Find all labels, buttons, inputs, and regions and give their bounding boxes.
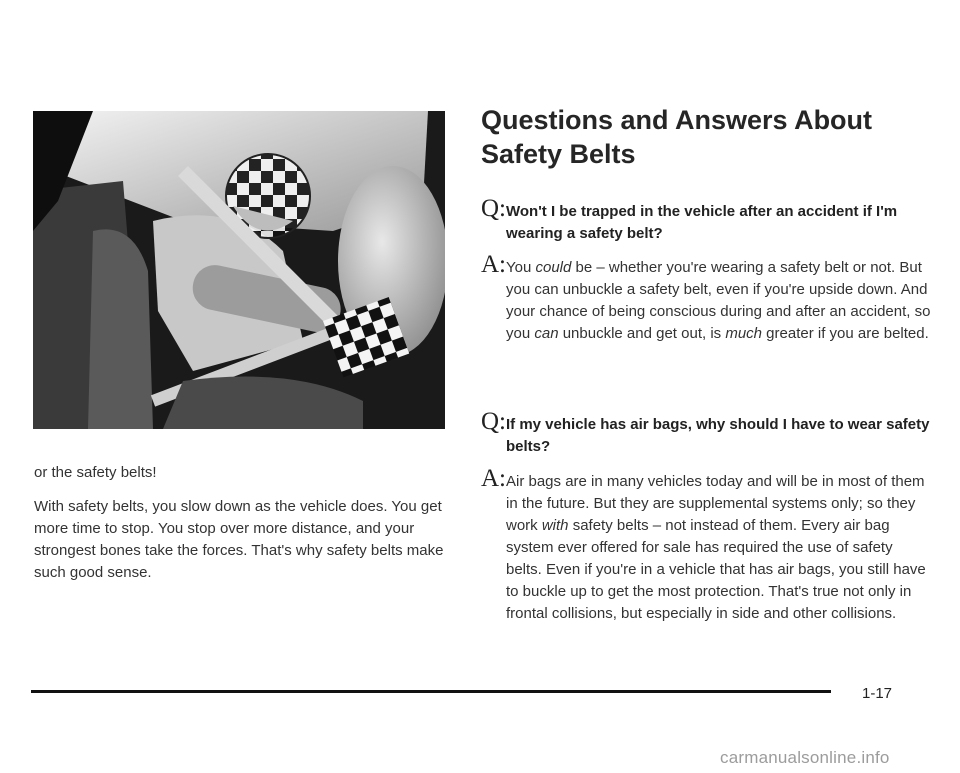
q-mark: Q: [481,408,506,435]
question-text: If my vehicle has air bags, why should I have to wear safety belts? [506,416,930,455]
answer-text: You could be – whether you're wearing a safety belt or not. But you can unbuckle a safety belt, even if you're upside down. And your chance of being conscious during and after an accident, so you can unbuckle and get out, is much greater if you are belted. [506,259,931,342]
page-number: 1-17 [862,685,893,702]
left-body-paragraph: With safety belts, you slow down as the vehicle does. You get more time to stop. You stop over more distance, and your strongest bones take the forces. That's why safety belts make such good sense. [34,498,444,581]
q-mark: Q: [481,195,506,222]
answer-text: Air bags are in many vehicles today and will be in most of them in the future. But they are supplemental systems only; so they work with safety belts – not instead of them. Every air bag system ever offered for sale has required the use of safety belts. Even if you're in a vehicle that has air bags, you still have to buckle up to get the most protection. That's true not only in frontal collisions, but especially in side and other collisions. [506,473,926,622]
watermark-text: carmanualsonline.info [720,748,890,767]
footer-rule [31,690,831,693]
photo-caption: or the safety belts! [34,464,157,481]
question-text: Won't I be trapped in the vehicle after an accident if I'm wearing a safety belt? [506,203,898,242]
section-title: Questions and Answers About Safety Belts [481,105,873,169]
qa-question-2 [481,408,931,458]
crash-test-dummy-illustration [33,111,445,429]
qa-answer-2 [481,465,931,625]
a-mark: A: [481,251,506,278]
a-mark: A: [481,465,506,492]
qa-answer-1 [481,251,931,345]
crash-test-dummy-photo [33,111,445,429]
qa-question-1 [481,195,931,245]
